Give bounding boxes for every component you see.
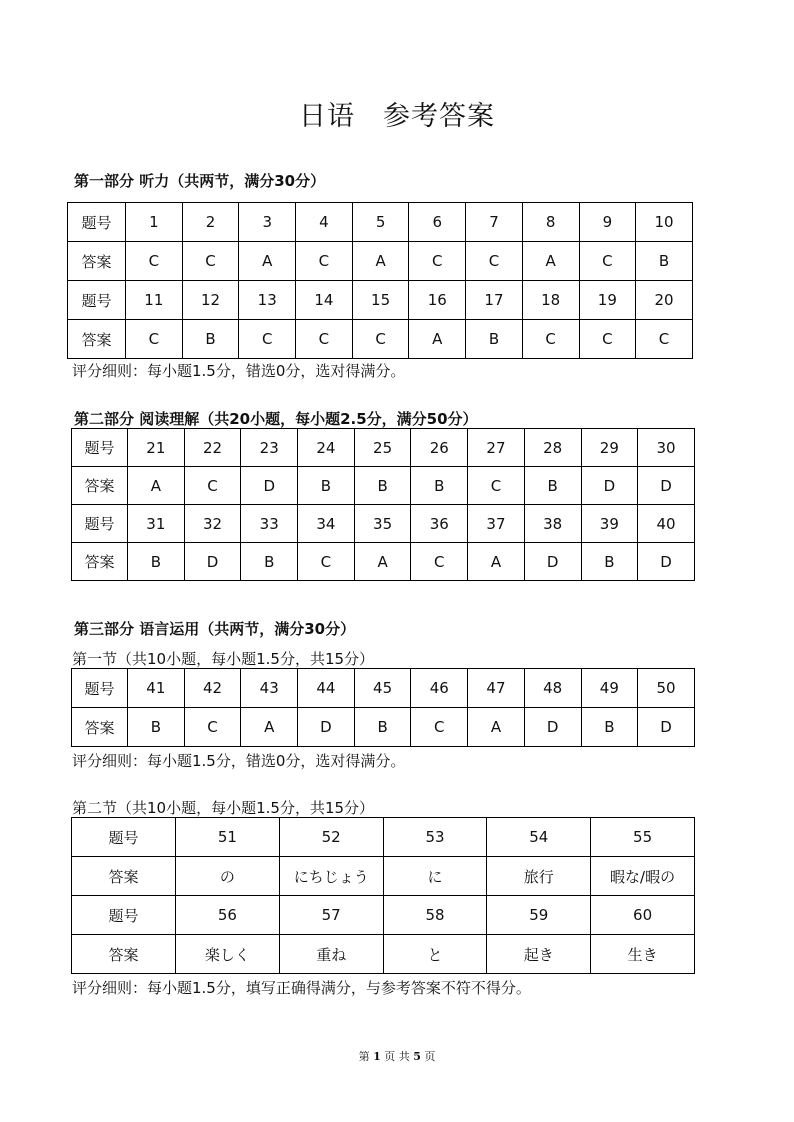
answer-cell: D	[298, 708, 355, 747]
question-number: 59	[487, 896, 591, 935]
row-label: 答案	[72, 857, 176, 896]
answer-cell: B	[354, 708, 411, 747]
question-number: 1	[126, 203, 183, 242]
question-number: 39	[581, 505, 638, 543]
question-number: 40	[638, 505, 695, 543]
answer-cell: B	[466, 320, 523, 359]
part1-answer-table	[67, 202, 693, 359]
question-number: 16	[409, 281, 466, 320]
question-number: 5	[352, 203, 409, 242]
answer-cell: C	[522, 320, 579, 359]
footer-page-number: 1	[373, 1050, 381, 1063]
answer-cell: C	[411, 708, 468, 747]
question-number: 60	[591, 896, 695, 935]
question-number: 44	[298, 669, 355, 708]
row-label: 题号	[72, 818, 176, 857]
question-number: 41	[128, 669, 185, 708]
answer-cell: C	[468, 467, 525, 505]
part3-section1-title: 第一节（共10小题，每小题1.5分，共15分）	[72, 650, 375, 668]
question-number: 49	[581, 669, 638, 708]
question-number: 35	[354, 505, 411, 543]
question-number: 43	[241, 669, 298, 708]
question-number: 33	[241, 505, 298, 543]
part3-section1-scoring-note: 评分细则：每小题1.5分，错选0分，选对得满分。	[72, 752, 406, 770]
row-label: 题号	[68, 281, 126, 320]
answer-cell: 重ね	[279, 935, 383, 974]
answer-cell: A	[128, 467, 185, 505]
answer-cell: にちじょう	[279, 857, 383, 896]
question-number: 57	[279, 896, 383, 935]
table-row	[68, 203, 693, 242]
answer-cell: B	[524, 467, 581, 505]
footer-suffix: 页	[424, 1050, 436, 1063]
answer-cell: C	[239, 320, 296, 359]
question-number: 8	[522, 203, 579, 242]
answer-cell: A	[352, 242, 409, 281]
table-row	[72, 467, 695, 505]
answer-cell: 起き	[487, 935, 591, 974]
question-number: 24	[298, 429, 355, 467]
table-row	[72, 669, 695, 708]
question-number: 17	[466, 281, 523, 320]
part3-heading: 第三部分 语言运用（共两节，满分30分）	[74, 620, 356, 638]
question-number: 37	[468, 505, 525, 543]
question-number: 6	[409, 203, 466, 242]
table-row	[72, 818, 695, 857]
part2-heading: 第二部分 阅读理解（共20小题，每小题2.5分，满分50分）	[74, 410, 478, 428]
question-number: 3	[239, 203, 296, 242]
answer-cell: A	[468, 708, 525, 747]
question-number: 18	[522, 281, 579, 320]
part3-section2-scoring-note: 评分细则：每小题1.5分，填写正确得满分，与参考答案不符不得分。	[72, 979, 531, 997]
answer-cell: 楽しく	[176, 935, 280, 974]
answer-cell: A	[409, 320, 466, 359]
answer-cell: D	[524, 708, 581, 747]
answer-cell: A	[468, 543, 525, 581]
question-number: 19	[579, 281, 636, 320]
answer-cell: D	[524, 543, 581, 581]
question-number: 55	[591, 818, 695, 857]
answer-cell: 暇な/暇の	[591, 857, 695, 896]
question-number: 53	[383, 818, 487, 857]
answer-cell: 生き	[591, 935, 695, 974]
answer-cell: B	[581, 708, 638, 747]
table-row	[72, 543, 695, 581]
table-row	[72, 708, 695, 747]
answer-cell: C	[352, 320, 409, 359]
answer-cell: C	[466, 242, 523, 281]
answer-cell: B	[581, 543, 638, 581]
question-number: 31	[128, 505, 185, 543]
footer-total-pages: 5	[413, 1050, 421, 1063]
answer-cell: D	[184, 543, 241, 581]
answer-cell: C	[579, 320, 636, 359]
answer-cell: 旅行	[487, 857, 591, 896]
row-label: 答案	[72, 543, 128, 581]
question-number: 14	[296, 281, 353, 320]
footer-prefix: 第	[358, 1050, 370, 1063]
answer-cell: C	[182, 242, 239, 281]
question-number: 2	[182, 203, 239, 242]
answer-cell: B	[298, 467, 355, 505]
question-number: 56	[176, 896, 280, 935]
question-number: 58	[383, 896, 487, 935]
answer-cell: に	[383, 857, 487, 896]
question-number: 54	[487, 818, 591, 857]
question-number: 45	[354, 669, 411, 708]
answer-cell: B	[128, 708, 185, 747]
question-number: 36	[411, 505, 468, 543]
answer-cell: C	[579, 242, 636, 281]
part3-section2-answer-table	[71, 817, 695, 974]
row-label: 答案	[68, 320, 126, 359]
row-label: 题号	[72, 429, 128, 467]
answer-cell: C	[409, 242, 466, 281]
table-row	[72, 505, 695, 543]
question-number: 50	[638, 669, 695, 708]
answer-cell: A	[241, 708, 298, 747]
answer-cell: B	[411, 467, 468, 505]
part2-answer-table	[71, 428, 695, 581]
answer-cell: B	[636, 242, 693, 281]
part3-section2-title: 第二节（共10小题，每小题1.5分，共15分）	[72, 799, 375, 817]
answer-cell: B	[241, 543, 298, 581]
row-label: 答案	[72, 467, 128, 505]
table-row	[72, 429, 695, 467]
question-number: 7	[466, 203, 523, 242]
answer-cell: C	[184, 708, 241, 747]
question-number: 47	[468, 669, 525, 708]
part1-heading: 第一部分 听力（共两节，满分30分）	[74, 172, 326, 190]
question-number: 27	[468, 429, 525, 467]
row-label: 题号	[68, 203, 126, 242]
answer-cell: の	[176, 857, 280, 896]
table-row	[68, 242, 693, 281]
question-number: 46	[411, 669, 468, 708]
table-row	[72, 896, 695, 935]
table-row	[68, 320, 693, 359]
row-label: 题号	[72, 669, 128, 708]
page-footer	[0, 1048, 794, 1064]
row-label: 答案	[68, 242, 126, 281]
question-number: 25	[354, 429, 411, 467]
answer-cell: B	[128, 543, 185, 581]
answer-cell: A	[354, 543, 411, 581]
answer-cell: B	[182, 320, 239, 359]
part3-section1-answer-table	[71, 668, 695, 747]
answer-cell: D	[638, 543, 695, 581]
question-number: 29	[581, 429, 638, 467]
row-label: 答案	[72, 708, 128, 747]
answer-cell: C	[411, 543, 468, 581]
question-number: 38	[524, 505, 581, 543]
question-number: 32	[184, 505, 241, 543]
question-number: 12	[182, 281, 239, 320]
answer-cell: D	[581, 467, 638, 505]
question-number: 21	[128, 429, 185, 467]
footer-middle: 页 共	[384, 1050, 410, 1063]
question-number: 20	[636, 281, 693, 320]
question-number: 15	[352, 281, 409, 320]
question-number: 9	[579, 203, 636, 242]
answer-cell: A	[239, 242, 296, 281]
question-number: 30	[638, 429, 695, 467]
part1-scoring-note: 评分细则：每小题1.5分，错选0分，选对得满分。	[72, 362, 406, 380]
question-number: 52	[279, 818, 383, 857]
answer-cell: D	[638, 467, 695, 505]
answer-cell: C	[298, 543, 355, 581]
answer-cell: D	[241, 467, 298, 505]
question-number: 51	[176, 818, 280, 857]
row-label: 答案	[72, 935, 176, 974]
answer-cell: C	[126, 320, 183, 359]
question-number: 23	[241, 429, 298, 467]
question-number: 28	[524, 429, 581, 467]
question-number: 34	[298, 505, 355, 543]
answer-cell: D	[638, 708, 695, 747]
answer-cell: と	[383, 935, 487, 974]
question-number: 4	[296, 203, 353, 242]
question-number: 11	[126, 281, 183, 320]
answer-cell: C	[296, 242, 353, 281]
answer-cell: C	[636, 320, 693, 359]
row-label: 题号	[72, 505, 128, 543]
row-label: 题号	[72, 896, 176, 935]
question-number: 10	[636, 203, 693, 242]
question-number: 48	[524, 669, 581, 708]
answer-cell: A	[522, 242, 579, 281]
answer-cell: C	[126, 242, 183, 281]
table-row	[72, 935, 695, 974]
answer-cell: B	[354, 467, 411, 505]
page-title: 日语 参考答案	[299, 101, 495, 132]
table-row	[72, 857, 695, 896]
question-number: 22	[184, 429, 241, 467]
table-row	[68, 281, 693, 320]
answer-cell: C	[184, 467, 241, 505]
question-number: 26	[411, 429, 468, 467]
question-number: 13	[239, 281, 296, 320]
question-number: 42	[184, 669, 241, 708]
answer-cell: C	[296, 320, 353, 359]
